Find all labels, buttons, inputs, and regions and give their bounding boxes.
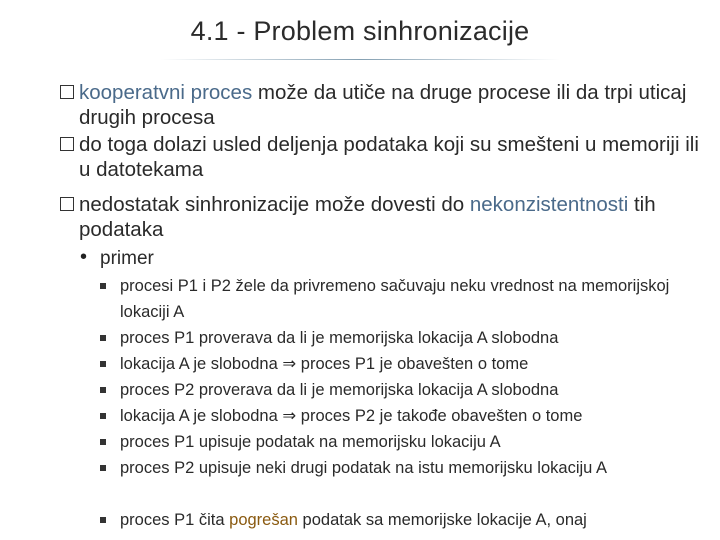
list-item [100,455,700,481]
dot-bullet-icon: • [80,246,88,268]
list-item-after: proces P2 je takođe obavešten o tome [296,407,583,425]
sub-bullet-label: primer [100,248,154,269]
title-underline [160,59,560,60]
square-bullet-icon [100,517,106,523]
list-item [100,507,700,533]
list-item-text [120,351,700,377]
checkbox-bullet-icon [60,85,74,99]
square-bullet-icon [100,283,106,289]
bullet-2-text: do toga dolazi usled deljenja podataka koji su smešteni u memoriji ili u datotekama [79,133,699,181]
list-item [100,429,700,455]
square-bullet-icon [100,361,106,367]
term-highlight: kooperatvni proces [79,81,253,104]
list-item [100,403,700,429]
checkbox-bullet-icon [60,137,74,151]
square-bullet-icon [100,335,106,341]
square-bullet-icon [100,413,106,419]
list-item-before: proces P1 čita [120,511,230,529]
list-item-text: proces P1 proverava da li je memorijska lokacija A slobodna [120,329,559,347]
square-bullet-icon [100,387,106,393]
bullet-1-text [79,80,700,130]
list-item-text: proces P2 upisuje neki drugi podatak na istu memorijsku lokaciju A [120,459,608,477]
list-item-text: proces P1 upisuje podatak na memorijsku lokaciju A [120,433,501,451]
list-item-text [120,403,700,429]
bullet-1 [60,80,700,130]
slide-title: 4.1 - Problem sinhronizacije [190,16,530,46]
list-item-text [120,507,700,533]
list-item-text: procesi P1 i P2 žele da privremeno sačuvaju neku vrednost na memorijskoj lokaciji A [120,277,670,321]
square-bullet-icon [100,465,106,471]
list-item-after: proces P1 je obavešten o tome [296,355,529,373]
implies-arrow-icon: ⇒ [282,354,297,373]
list-item [100,273,700,325]
square-bullet-icon [100,439,106,445]
list-item-before: lokacija A je slobodna [120,355,283,373]
list-item [100,351,700,377]
checkbox-bullet-icon [60,197,74,211]
implies-arrow-icon: ⇒ [282,406,297,425]
list-item [100,377,700,403]
list-item-before: lokacija A je slobodna [120,407,283,425]
bullet-3 [60,192,700,242]
bullet-2 [60,132,700,182]
list-item-text: proces P2 proverava da li je memorijska lokacija A slobodna [120,381,559,399]
sub-bullet-primer [80,247,154,271]
bullet-3-text [79,192,700,242]
list-item-after: podatak sa memorijske lokacije A, onaj [297,511,587,529]
term-highlight: nekonzistentnosti [469,193,629,216]
bullet-3-prefix: nedostatak sinhronizacije može dovesti do [79,193,470,216]
bullet-3-rest: tih podataka [79,193,656,241]
warning-highlight: pogrešan [229,511,298,529]
bullet-1-rest: može da utiče na druge procese ili da trpi uticaj drugih procesa [79,81,687,129]
list-item [100,325,700,351]
